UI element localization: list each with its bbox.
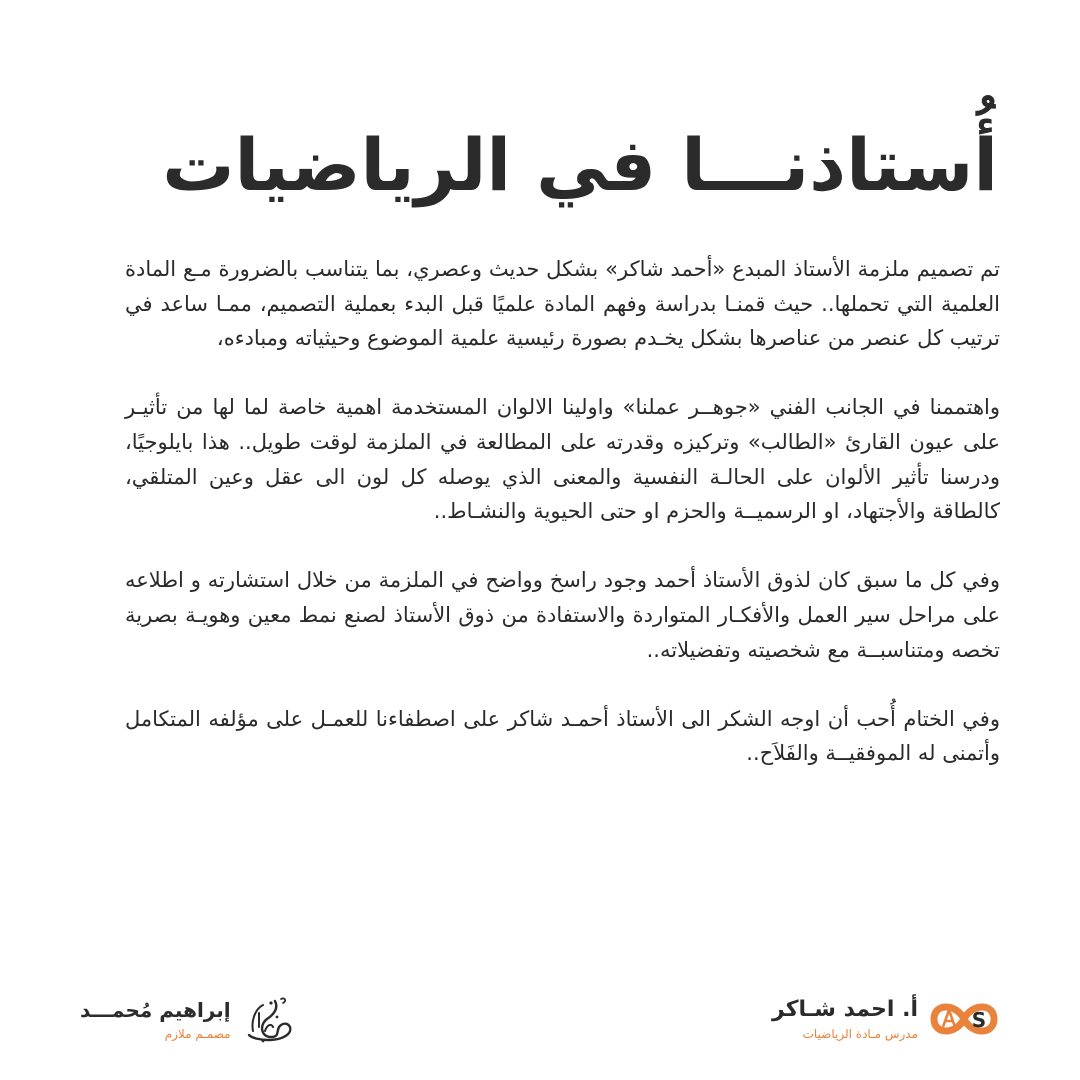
as-monogram-logo-icon bbox=[928, 989, 1000, 1049]
designer-role: مصمـم ملازم bbox=[164, 1027, 231, 1041]
svg-text:S: S bbox=[971, 1008, 987, 1032]
designer-signature bbox=[80, 984, 295, 1054]
designer-info bbox=[80, 995, 231, 1043]
page-title: أُستاذنـــا في الرياضيات bbox=[162, 123, 998, 207]
body-text bbox=[125, 252, 1000, 771]
paragraph: وفي كل ما سبق كان لذوق الأستاذ أحمد وجود راسخ وواضح في الملزمة من خلال استشارته و اطلاعه على مراحل سير العمل والأفكـار المتواردة والاستفادة من ذوق الأستاذ لصنع نمط معين وهويـة بصرية تخصه ومتناسبــة مع شخصيته وتفضيلاته.. bbox=[125, 568, 1000, 662]
calligraphy-signature-logo-icon bbox=[241, 991, 295, 1047]
teacher-signature bbox=[772, 984, 1000, 1054]
teacher-name: أ. احمد شـاكر bbox=[772, 997, 918, 1022]
paragraph: وفي الختام أُحب أن اوجه الشكر الى الأستاذ أحمـد شاكر على اصطفاءنا للعمـل على مؤلفه المتكامل وأتمنى له الموفقيــة والفَلاَح.. bbox=[125, 706, 1000, 766]
teacher-info bbox=[772, 995, 918, 1043]
paragraph: واهتممنا في الجانب الفني «جوهــر عملنا» واولينا الالوان المستخدمة اهمية خاصة لما لها من تأثيـر على عيون القارئ «الطالب» وتركيزه وقدرته على المطالعة في الملزمة لوقت طويل.. هذا بايلوجيًا، ودرسنا تأثير الألوان على الحالـة النفسية والمعنى الذي يوصله كل لون الى عقل وعين المتلقي، كالطاقة والأجتهاد، او الرسميــة والحزم او حتى الحيوية والنشـاط.. bbox=[125, 395, 1000, 524]
teacher-role: مدرس مـادة الرياضيات bbox=[802, 1027, 918, 1041]
designer-name: إبراهيم مُحمـــد bbox=[80, 998, 231, 1022]
paragraph: تم تصميم ملزمة الأستاذ المبدع «أحمد شاكر» بشكل حديث وعصري، بما يتناسب بالضرورة مـع المادة العلمية التي تحملها.. حيث قمنـا بدراسة وفهم المادة علميًا قبل البدء بعملية التصميم، ممـا ساعد في ترتيب كل عنصر من عناصرها بشكل يخـدم بصورة رئيسية علمية الموضوع وحيثياته ومبادءه، bbox=[125, 257, 1000, 351]
